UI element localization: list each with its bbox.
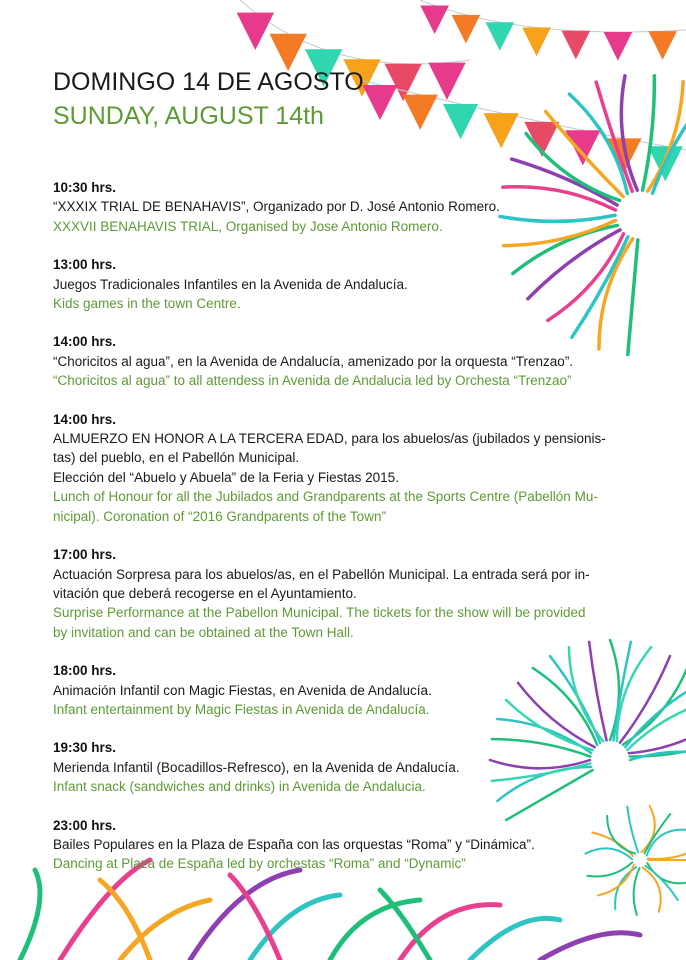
schedule-event bbox=[53, 816, 643, 874]
schedule-event bbox=[53, 178, 643, 236]
firework-ray bbox=[643, 868, 661, 912]
bunting-flag bbox=[565, 130, 600, 165]
header bbox=[53, 66, 364, 134]
event-description-spanish: Elección del “Abuelo y Abuela” de la Feria y Fiestas 2015. bbox=[53, 469, 399, 485]
bunting-flag bbox=[237, 13, 274, 50]
schedule-event bbox=[53, 255, 643, 313]
event-time: 17:00 hrs. bbox=[53, 547, 117, 563]
event-time: 18:00 hrs. bbox=[53, 663, 117, 679]
schedule-event bbox=[53, 410, 643, 526]
event-description-english: Kids games in the town Centre. bbox=[53, 296, 241, 312]
event-description-spanish: Juegos Tradicionales Infantiles en la Avenida de Andalucía. bbox=[53, 276, 408, 292]
event-time: 10:30 hrs. bbox=[53, 180, 117, 195]
bunting-flag bbox=[420, 5, 449, 34]
event-description-spanish: vitación que deberá recogerse en el Ayuntamiento. bbox=[53, 585, 357, 601]
event-description-english: Dancing at Plaza de España led by orchestas “Roma” and “Dynamic” bbox=[53, 856, 466, 872]
firework-ray bbox=[647, 863, 686, 883]
schedule-event bbox=[53, 738, 643, 796]
event-description-english: Infant snack (sandwiches and drinks) in Avenida de Andalucia. bbox=[53, 779, 426, 795]
event-description-english: Lunch of Honour for all the Jubilados and Grandparents at the Sports Centre (Pabellón Mu- bbox=[53, 489, 598, 505]
bunting-flag bbox=[403, 95, 438, 130]
event-time: 23:00 hrs. bbox=[53, 817, 117, 833]
event-description-spanish: ALMUERZO EN HONOR A LA TERCERA EDAD, para los abuelos/as (jubilados y pensionis- bbox=[53, 431, 606, 447]
event-description-spanish: “XXXIX TRIAL DE BENAHAVIS”, Organizado por D. José Antonio Romero. bbox=[53, 199, 500, 215]
bunting-flag bbox=[604, 32, 633, 61]
event-description-spanish: Bailes Populares en la Plaza de España con las orquestas “Roma” y “Dinámica”. bbox=[53, 836, 535, 852]
event-description-english: XXXVII BENAHAVIS TRIAL, Organised by Jose Antonio Romero. bbox=[53, 218, 443, 234]
schedule-event bbox=[53, 332, 643, 390]
bunting-flag bbox=[362, 85, 397, 120]
event-description-english: by invitation and can be obtained at the Town Hall. bbox=[53, 624, 354, 640]
event-description-spanish: tas) del pueblo, en el Pabellón Municipal. bbox=[53, 450, 300, 466]
bunting-flag bbox=[562, 31, 591, 60]
bunting-flag bbox=[443, 104, 478, 139]
event-description-spanish: Animación Infantil con Magic Fiestas, en Avenida de Andalucía. bbox=[53, 682, 432, 698]
bunting-flag bbox=[484, 113, 519, 148]
event-description-spanish: Merienda Infantil (Bocadillos-Refresco), en la Avenida de Andalucía. bbox=[53, 759, 460, 775]
schedule-event bbox=[53, 545, 643, 642]
event-time: 19:30 hrs. bbox=[53, 740, 117, 756]
event-description-english: nicipal). Coronation of “2016 Grandparents of the Town” bbox=[53, 508, 386, 524]
schedule-event bbox=[53, 661, 643, 719]
page-title-spanish: DOMINGO 14 DE AGOSTO bbox=[53, 68, 364, 96]
bunting-flag bbox=[428, 63, 465, 100]
event-description-english: Infant entertainment by Magic Fiestas in Avenida de Andalucía. bbox=[53, 701, 430, 717]
bunting-flag bbox=[648, 31, 677, 60]
page-title-english: SUNDAY, AUGUST 14th bbox=[53, 102, 324, 130]
event-schedule bbox=[53, 178, 643, 893]
event-description-spanish: Actuación Sorpresa para los abuelos/as, en el Pabellón Municipal. La entrada será por in- bbox=[53, 566, 590, 582]
event-description-english: “Choricitos al agua” to all attendess in Avenida de Andalucia led by Orchesta “Trenzao” bbox=[53, 373, 572, 389]
firework-ray bbox=[648, 850, 686, 859]
firework-stroke bbox=[20, 870, 40, 960]
event-description-english: Surprise Performance at the Pabellon Municipal. The tickets for the show will be provided bbox=[53, 605, 586, 621]
event-time: 14:00 hrs. bbox=[53, 411, 117, 427]
bunting-flag bbox=[486, 22, 515, 51]
bunting-flag bbox=[452, 15, 481, 44]
firework-ray bbox=[643, 76, 655, 190]
event-time: 13:00 hrs. bbox=[53, 257, 117, 273]
event-description-spanish: “Choricitos al agua”, en la Avenida de Andalucía, amenizado por la orquesta “Trenzao”. bbox=[53, 353, 574, 369]
bunting-flag bbox=[522, 28, 551, 57]
firework-stroke bbox=[540, 933, 640, 960]
event-time: 14:00 hrs. bbox=[53, 334, 117, 350]
